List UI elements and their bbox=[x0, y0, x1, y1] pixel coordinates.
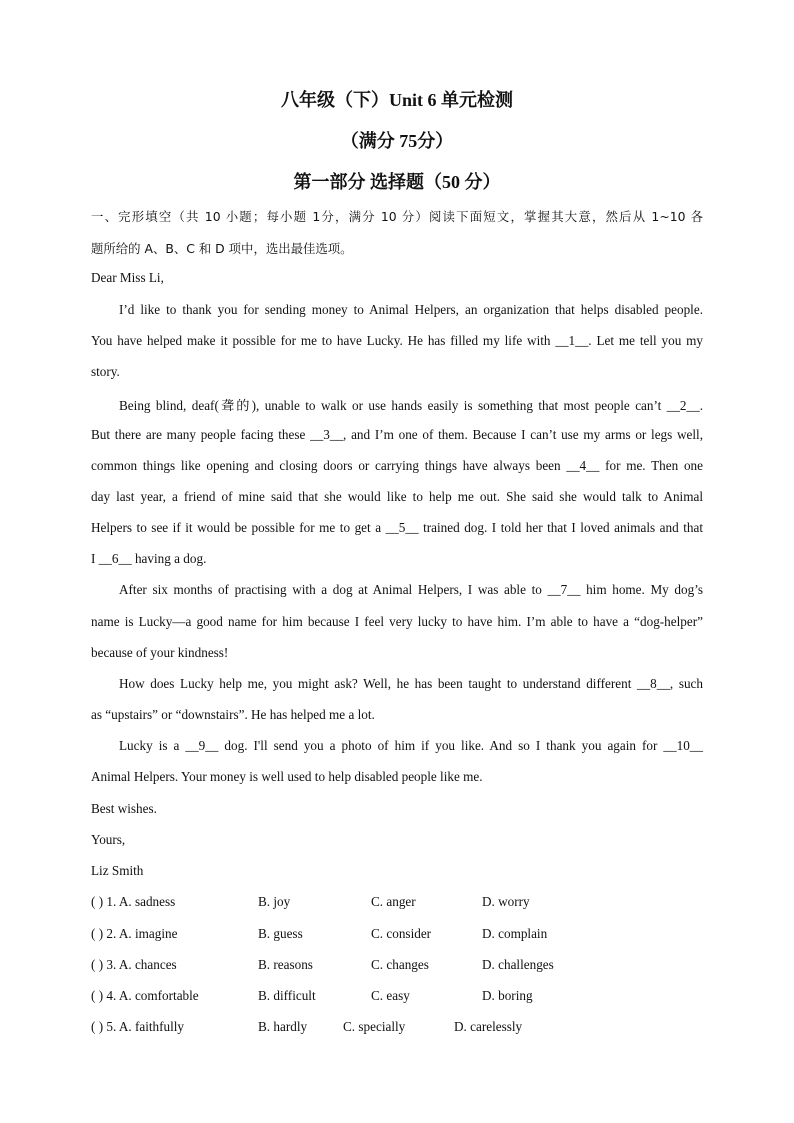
letter-greeting: Dear Miss Li, bbox=[91, 270, 164, 285]
letter-yours: Yours, bbox=[91, 832, 126, 847]
question-option-a: ( ) 1. A. sadness bbox=[91, 894, 176, 909]
passage-line: After six months of practising with a dog at Animal Helpers, I was able to __7__ him home. My dog’s bbox=[119, 582, 703, 597]
passage-line: Animal Helpers. Your money is well used to help disabled people like me. bbox=[91, 769, 483, 784]
passage-line: How does Lucky help me, you might ask? Well, he has been taught to understand different __8__, such bbox=[119, 676, 703, 691]
question-option-c: C. changes bbox=[371, 957, 429, 972]
score-subtitle: （满分 75分） bbox=[340, 131, 454, 151]
page-title: 八年级（下）Unit 6 单元检测 bbox=[280, 90, 513, 110]
passage-line: story. bbox=[91, 364, 120, 379]
passage-line: Being blind, deaf(聋的), unable to walk or use hands easily is something that most people can’t __2__. bbox=[119, 398, 703, 413]
passage-line: But there are many people facing these __3__, and I’m one of them. Because I can’t use my arms or legs well, bbox=[91, 427, 703, 442]
passage-line: I __6__ having a dog. bbox=[91, 551, 207, 566]
question-option-c: C. consider bbox=[371, 926, 432, 941]
question-option-b: B. guess bbox=[258, 926, 303, 941]
instructions-line: 一、完形填空（共 10 小题；每小题 1分，满分 10 分）阅读下面短文，掌握其大意，然后从 1~10 各 bbox=[91, 209, 703, 224]
instructions-line: 题所给的 A、B、C 和 D 项中，选出最佳选项。 bbox=[91, 241, 353, 256]
question-option-b: B. difficult bbox=[258, 988, 316, 1003]
passage-line: I’d like to thank you for sending money to Animal Helpers, an organization that helps disabled people. bbox=[119, 302, 703, 317]
passage-line: common things like opening and closing doors or carrying things have always been __4__ for me. Then one bbox=[91, 458, 703, 473]
question-option-b: B. hardly bbox=[258, 1019, 308, 1034]
question-option-d: D. complain bbox=[482, 926, 548, 941]
passage-line: Lucky is a __9__ dog. I'll send you a photo of him if you like. And so I thank you again for __10__ bbox=[119, 738, 703, 753]
passage-line: because of your kindness! bbox=[91, 645, 229, 660]
letter-closing: Best wishes. bbox=[91, 801, 157, 816]
passage-line: day last year, a friend of mine said that she would like to help me out. She said she would talk to Animal bbox=[91, 489, 703, 504]
passage-line: as “upstairs” or “downstairs”. He has helped me a lot. bbox=[91, 707, 375, 722]
question-option-d: D. boring bbox=[482, 988, 533, 1003]
question-option-b: B. reasons bbox=[258, 957, 313, 972]
section-heading: 第一部分 选择题（50 分） bbox=[293, 172, 501, 192]
question-option-d: D. worry bbox=[482, 894, 530, 909]
passage-line: Helpers to see if it would be possible for me to get a __5__ trained dog. I told her that I loved animals and that bbox=[91, 520, 703, 535]
question-option-d: D. carelessly bbox=[454, 1019, 523, 1034]
question-option-c: C. anger bbox=[371, 894, 416, 909]
question-option-c: C. specially bbox=[343, 1019, 406, 1034]
question-option-a: ( ) 2. A. imagine bbox=[91, 926, 178, 941]
question-option-a: ( ) 3. A. chances bbox=[91, 957, 177, 972]
letter-signature: Liz Smith bbox=[91, 863, 144, 878]
question-option-a: ( ) 4. A. comfortable bbox=[91, 988, 199, 1003]
passage-line: You have helped make it possible for me to have Lucky. He has filled my life with __1__. Let me tell you my bbox=[91, 333, 703, 348]
question-option-b: B. joy bbox=[258, 894, 291, 909]
question-option-a: ( ) 5. A. faithfully bbox=[91, 1019, 185, 1034]
question-option-d: D. challenges bbox=[482, 957, 554, 972]
question-option-c: C. easy bbox=[371, 988, 410, 1003]
passage-line: name is Lucky—a good name for him because I feel very lucky to have him. I’m able to have a “dog-helper” bbox=[91, 614, 703, 629]
